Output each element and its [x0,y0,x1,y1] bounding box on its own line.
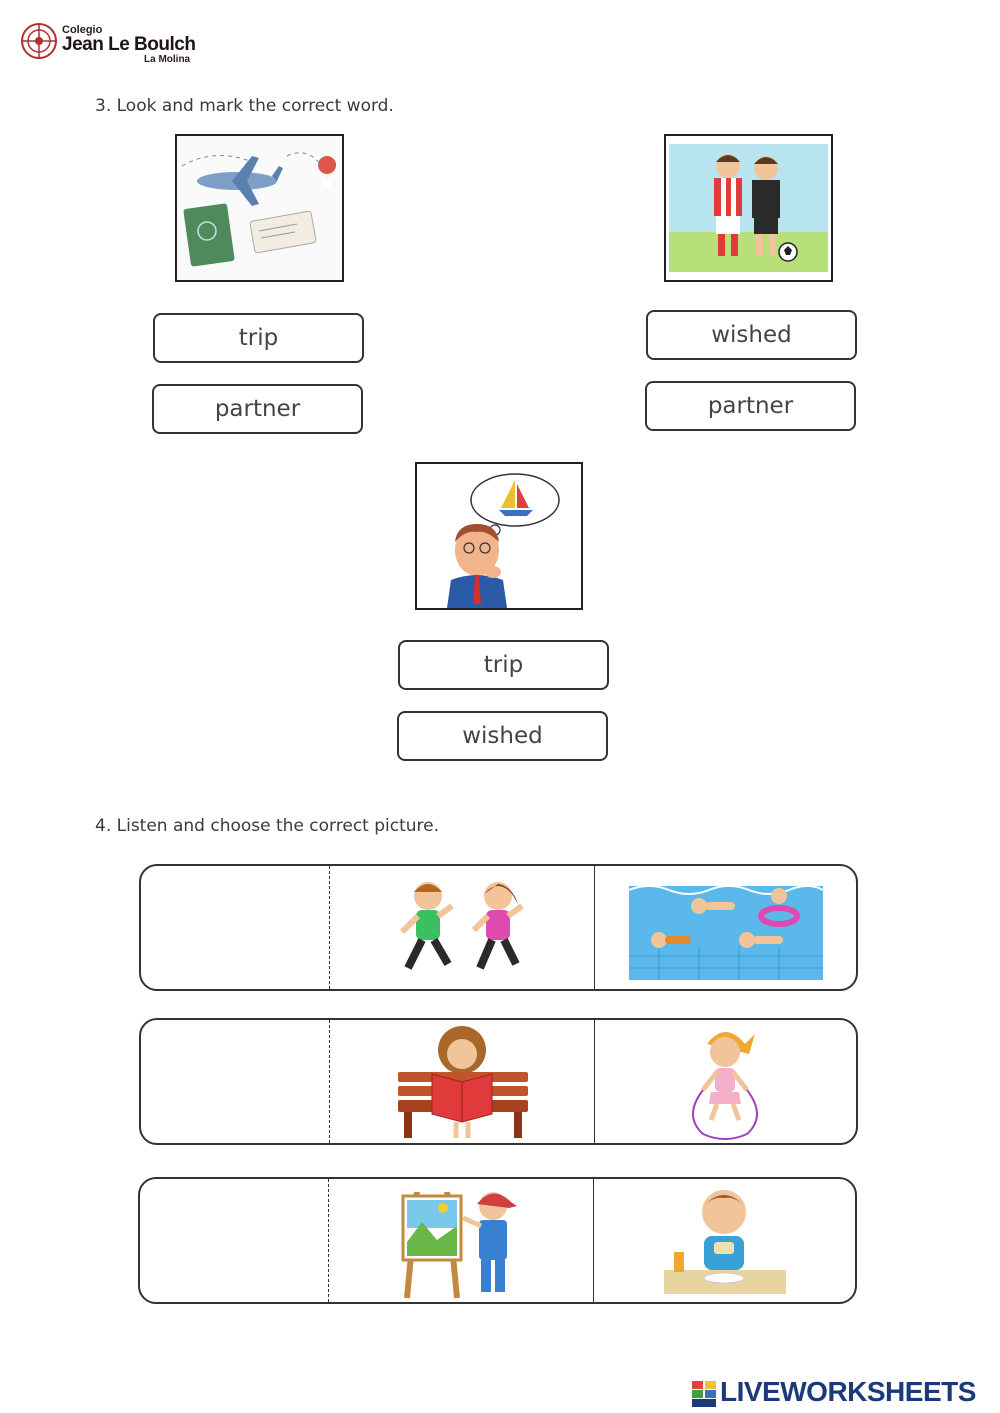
boy-painting-icon [397,1182,527,1300]
option-partner-1[interactable]: partner [152,384,363,434]
friends-image [664,134,833,282]
logo-line-1: Colegio [62,24,103,36]
answer-box-2[interactable] [141,1020,330,1143]
travel-icon [177,136,342,280]
picture-option-reading[interactable] [331,1020,595,1143]
picture-option-swimming[interactable] [596,866,856,989]
liveworksheets-brand: LIVEWORKSHEETS [720,1376,976,1407]
girl-reading-icon [398,1024,528,1140]
answer-box-3[interactable] [140,1179,329,1302]
boy-eating-icon [660,1182,790,1300]
logo-line-3: La Molina [144,54,191,65]
answer-box-1[interactable] [141,866,330,989]
picture-option-painting[interactable] [330,1179,594,1302]
choice-row-3 [138,1177,857,1304]
kids-running-icon [388,876,538,980]
friends-soccer-icon [666,136,831,280]
exercise-4-heading: 4. Listen and choose the correct picture. [95,816,440,836]
liveworksheets-logo [692,1376,992,1410]
liveworksheets-badge-icon [692,1381,716,1407]
man-dreaming-icon [417,464,581,608]
kids-swimming-icon [629,876,823,980]
school-crest-icon [20,22,58,60]
option-wished-2[interactable]: wished [646,310,857,360]
girl-jumping-rope-icon [681,1024,771,1140]
picture-option-jumping-rope[interactable] [596,1020,856,1143]
school-logo [20,22,220,66]
option-partner-2[interactable]: partner [645,381,856,431]
choice-row-1 [139,864,858,991]
picture-option-eating[interactable] [595,1179,855,1302]
dreaming-image [415,462,583,610]
travel-image [175,134,344,282]
logo-line-2: Jean Le Boulch [62,34,196,55]
option-wished-3[interactable]: wished [397,711,608,761]
option-trip-3[interactable]: trip [398,640,609,690]
picture-option-running[interactable] [331,866,595,989]
choice-row-2 [139,1018,858,1145]
exercise-3-heading: 3. Look and mark the correct word. [95,96,394,116]
option-trip-1[interactable]: trip [153,313,364,363]
